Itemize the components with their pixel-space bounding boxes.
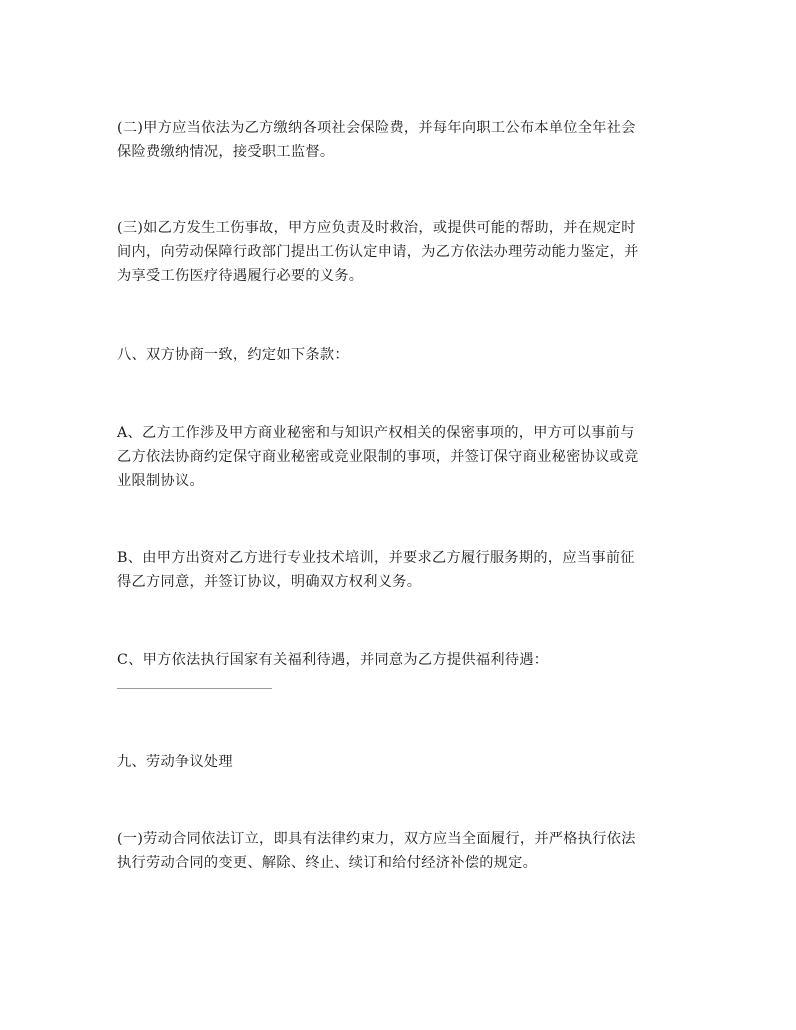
text-line: 为享受工伤医疗待遇履行必要的义务。 [117,268,364,284]
clause-a [117,421,687,493]
text-line: C、甲方依法执行国家有关福利待遇，并同意为乙方提供福利待遇： [117,652,549,668]
text-line: (二)甲方应当依法为乙方缴纳各项社会保险费，并每年向职工公布本单位全年社会 [117,120,636,136]
paragraph-social-insurance [117,116,687,164]
paragraph-work-injury [117,216,687,288]
text-line: (三)如乙方发生工伤事故，甲方应负责及时救治，或提供可能的帮助，并在规定时 [117,220,636,236]
text-line: B、由甲方出资对乙方进行专业技术培训，并要求乙方履行服务期的，应当事前征 [117,550,635,566]
text-line: 乙方依法协商约定保守商业秘密或竞业限制的事项，并签订保守商业秘密协议或竞 [117,449,639,465]
text-line: 八、双方协商一致，约定如下条款： [117,347,349,363]
text-line: 得乙方同意，并签订协议，明确双方权利义务。 [117,574,422,590]
text-line: (一)劳动合同依法订立，即具有法律约束力，双方应当全面履行，并严格执行依法 [117,831,636,847]
section-heading-9 [117,750,687,774]
text-line: 保险费缴纳情况，接受职工监督。 [117,144,335,160]
clause-c [117,648,687,672]
text-line: 业限制协议。 [117,473,204,489]
text-line: 执行劳动合同的变更、解除、终止、续订和给付经济补偿的规定。 [117,855,538,871]
clause-b [117,546,687,594]
paragraph-contract-binding [117,827,687,875]
text-line: 九、劳动争议处理 [117,754,233,770]
text-line: A、乙方工作涉及甲方商业秘密和与知识产权相关的保密事项的，甲方可以事前与 [117,425,635,441]
text-line: 间内，向劳动保障行政部门提出工伤认定申请，为乙方依法办理劳动能力鉴定，并 [117,244,639,260]
section-heading-8 [117,343,687,367]
fill-in-blank-line [117,688,272,689]
